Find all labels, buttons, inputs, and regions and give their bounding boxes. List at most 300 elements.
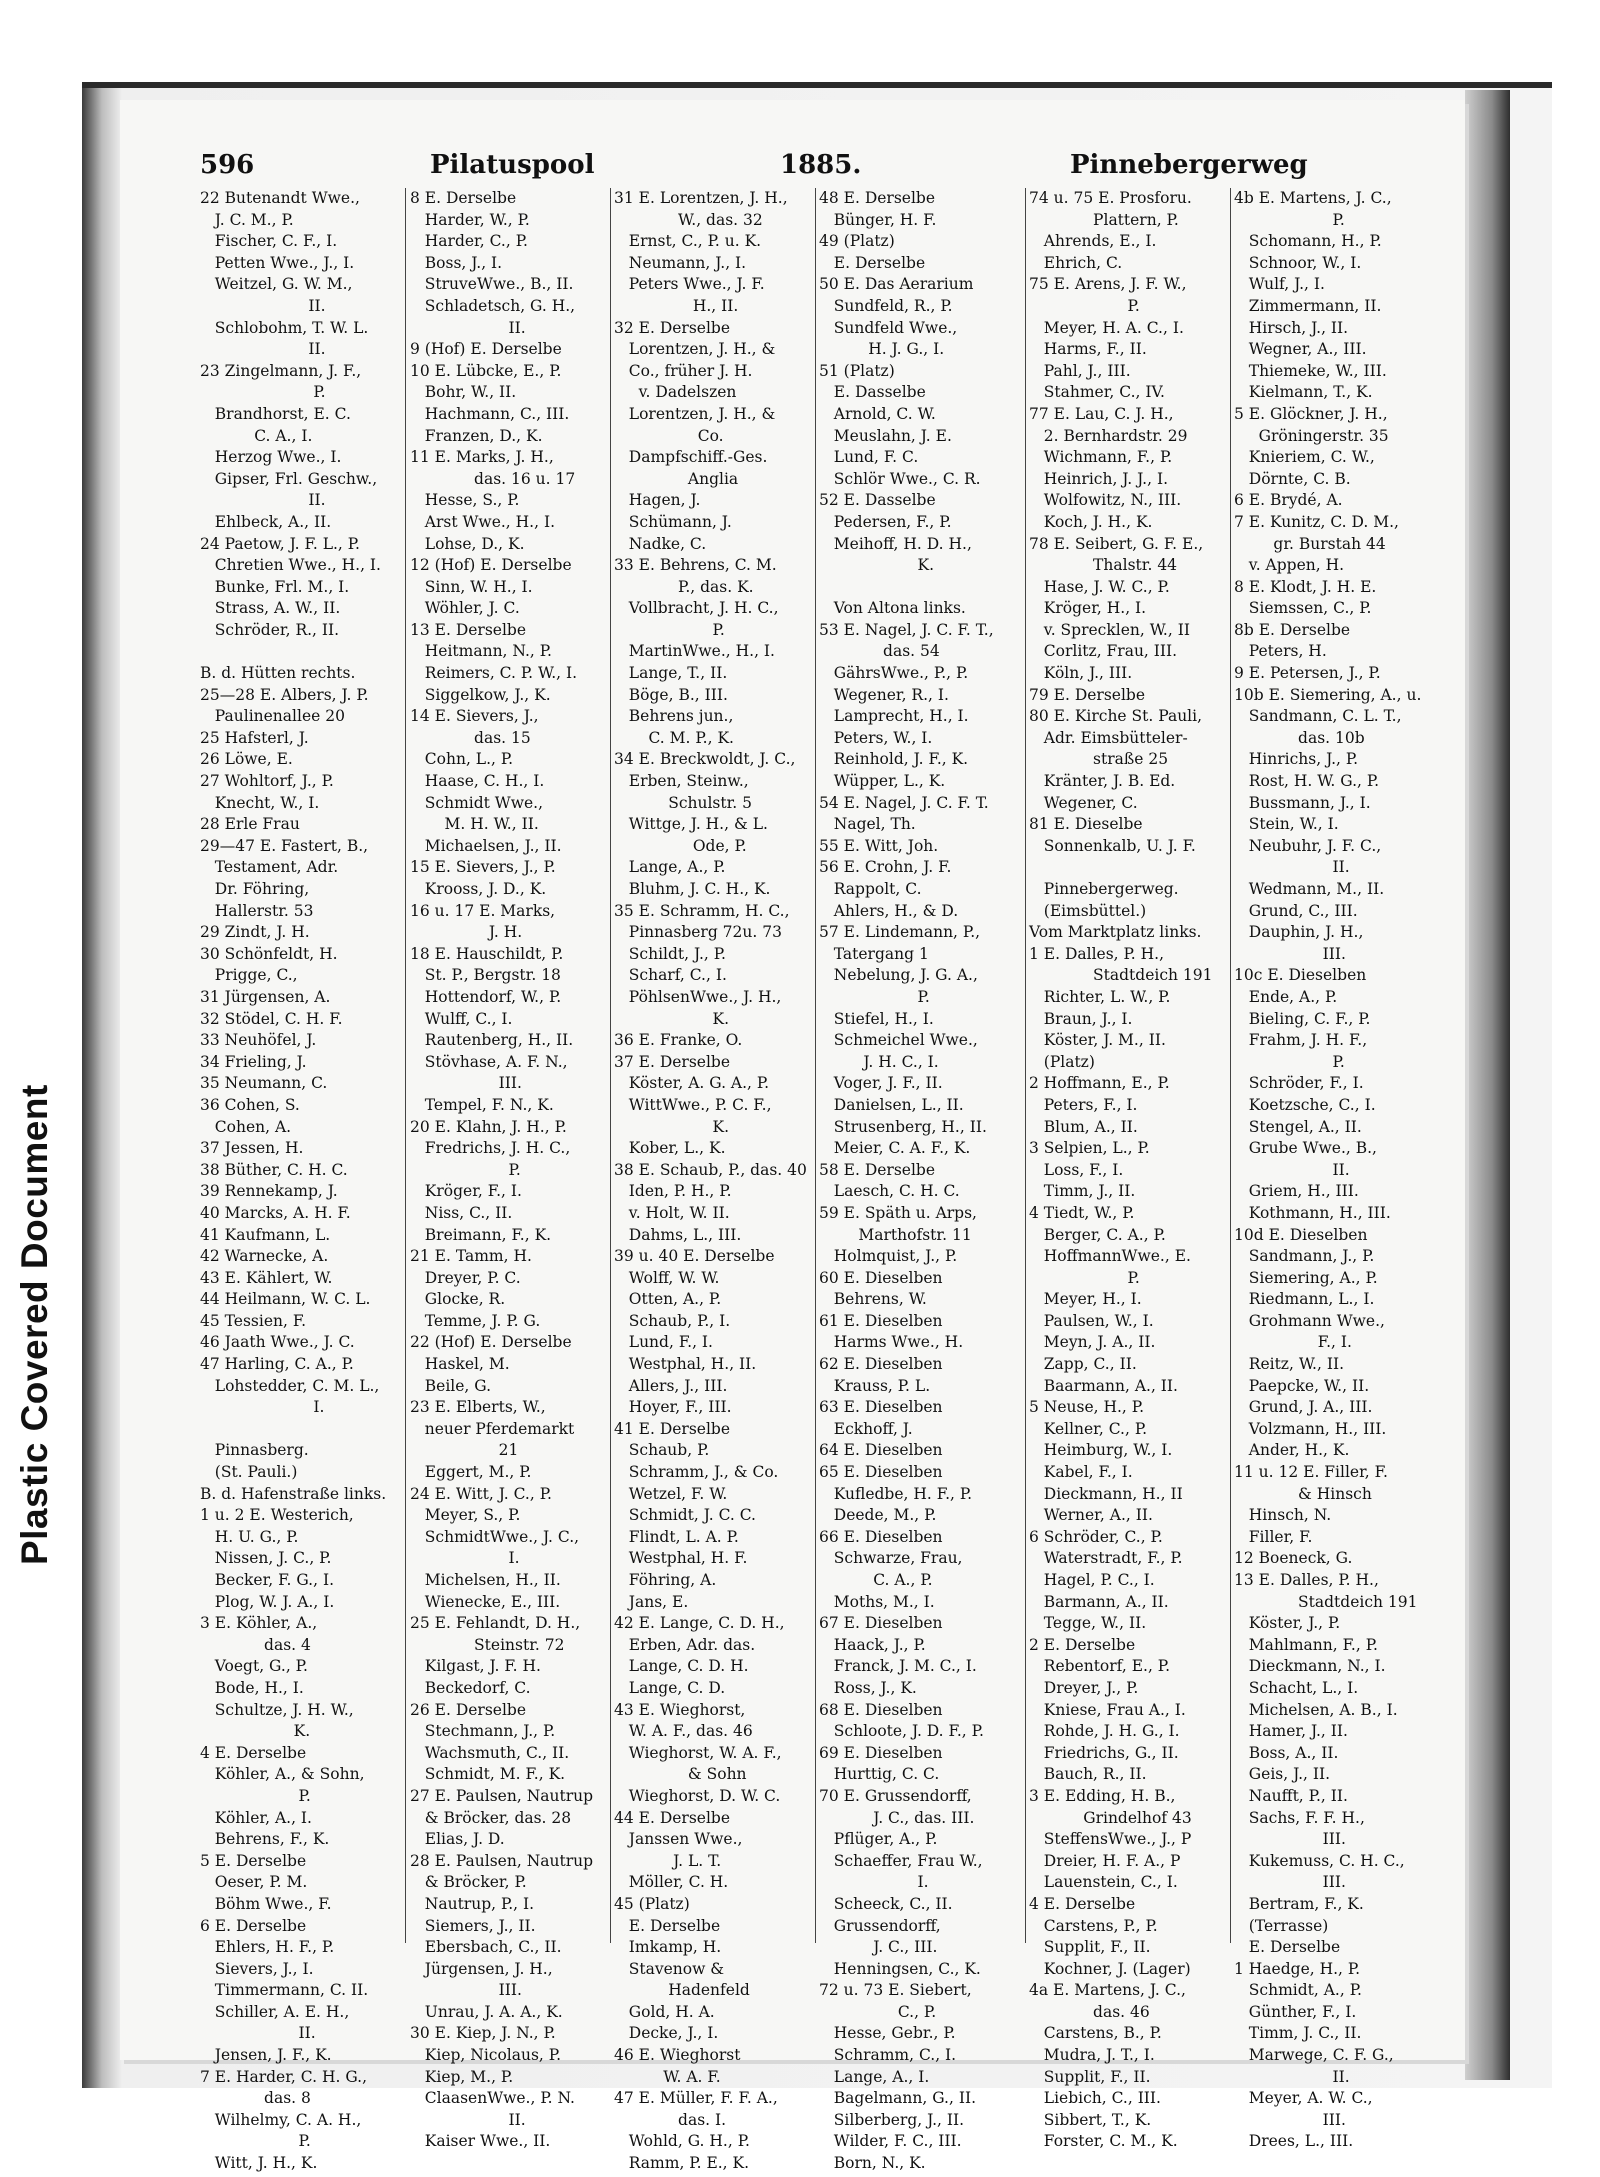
column-line: Wetzel, F. W. <box>614 1484 728 1503</box>
column-line: das. 46 <box>1029 2002 1150 2021</box>
column-line: Strusenberg, H., II. <box>819 1117 987 1136</box>
column-line: 30 E. Kiep, J. N., P. <box>410 2024 556 2043</box>
column-line: 7 E. Kunitz, C. D. M., <box>1234 512 1399 531</box>
column-line: Arnold, C. W. <box>819 404 936 423</box>
column-line: & Bröcker, das. 28 <box>410 1808 572 1827</box>
column-line: 9 E. Petersen, J., P. <box>1234 664 1381 683</box>
column-line: straße 25 <box>1029 750 1169 769</box>
column-line: Liebich, C., III. <box>1029 2089 1161 2108</box>
column-line: 57 E. Lindemann, P., <box>819 923 981 942</box>
column-line: Sinn, W. H., I. <box>410 577 533 596</box>
column-line: Temme, J. P. G. <box>410 1311 541 1330</box>
column-line: Kielmann, T., K. <box>1234 383 1373 402</box>
column-line: Schlör Wwe., C. R. <box>819 469 981 488</box>
column-line: F., I. <box>1234 1333 1352 1352</box>
column-line: Friedrichs, G., II. <box>1029 1743 1179 1762</box>
column-line: Reinhold, J. F., K. <box>819 750 969 769</box>
column-line: Danielsen, L., II. <box>819 1095 964 1114</box>
column-line: Scheeck, C., II. <box>819 1894 953 1913</box>
column-line: Schramm, C., I. <box>819 2046 957 2065</box>
column-divider <box>815 188 816 1943</box>
column-line: Ramm, P. E., K. <box>614 2154 750 2173</box>
column-line: Köster, A. G. A., P. <box>614 1074 770 1093</box>
column-line: Ende, A., P. <box>1234 987 1338 1006</box>
column-line: II. <box>200 491 326 510</box>
column-line: 36 Cohen, S. <box>200 1095 300 1114</box>
column-line: neuer Pferdemarkt <box>410 1419 575 1438</box>
column-line: 68 E. Dieselben <box>819 1700 943 1719</box>
column-line: Dauphin, J. H., <box>1234 923 1364 942</box>
column-line: Dampfschiff.-Ges. <box>614 448 768 467</box>
column-line: II. <box>1234 858 1350 877</box>
column-line: 14 E. Sievers, J., <box>410 707 539 726</box>
column-line: Lohstedder, C. M. L., <box>200 1376 380 1395</box>
column-line: III. <box>410 1074 522 1093</box>
column-line: P. <box>200 2132 311 2151</box>
column-line: 46 E. Wieghorst <box>614 2046 741 2065</box>
column-line: Franzen, D., K. <box>410 426 543 445</box>
column-line: Timmermann, C. II. <box>200 1981 369 2000</box>
column-line: 10d E. Dieselben <box>1234 1225 1368 1244</box>
column-line: Nadke, C. <box>614 534 707 553</box>
column-line: 24 E. Witt, J. C., P. <box>410 1484 552 1503</box>
column-line: P. <box>1234 210 1345 229</box>
column-line: Westphal, H., II. <box>614 1355 757 1374</box>
column-line: Boss, J., I. <box>410 253 503 272</box>
column-line: Herzog Wwe., I. <box>200 448 342 467</box>
column-line: Wolfowitz, N., III. <box>1029 491 1182 510</box>
column-line: 29 Zindt, J. H. <box>200 923 310 942</box>
column-line: J. C., III. <box>819 1938 938 1957</box>
left-street-heading: Pilatuspool <box>430 150 595 180</box>
column-line: Hottendorf, W., P. <box>410 987 562 1006</box>
column-line: III. <box>1234 2110 1346 2129</box>
column-line: C. A., P. <box>819 1571 933 1589</box>
column-line: Prigge, C., <box>200 966 298 985</box>
column-line: E. Dasselbe <box>819 383 926 402</box>
text-column-1 <box>200 188 400 2173</box>
column-line: Stechmann, J., P. <box>410 1722 556 1741</box>
column-line: 23 Zingelmann, J. F., <box>200 361 362 380</box>
column-line: Oeser, P. M. <box>200 1873 308 1892</box>
column-line: SchmidtWwe., J. C., <box>410 1527 580 1546</box>
column-line: Wichmann, F., P. <box>1029 448 1173 467</box>
column-line: W., das. 32 <box>614 210 763 229</box>
column-line: 10b E. Siemering, A., u. <box>1234 685 1422 704</box>
column-line: Plattern, P. <box>1029 210 1179 229</box>
column-line: Beckedorf, C. <box>410 1678 531 1697</box>
column-line: Schultze, J. H. W., <box>200 1700 354 1719</box>
column-line: 25 Hafsterl, J. <box>200 728 309 747</box>
text-column-6 <box>1234 188 1450 2151</box>
column-line: 3 E. Edding, H. B., <box>1029 1786 1176 1805</box>
column-line: Bluhm, J. C. H., K. <box>614 880 771 898</box>
column-line: Bussmann, J., I. <box>1234 793 1371 812</box>
column-line: Scharf, C., I. <box>614 966 727 985</box>
column-line: 63 E. Dieselben <box>819 1398 943 1417</box>
column-line: Wieghorst, W. A. F., <box>614 1743 782 1762</box>
column-line: H., II. <box>614 296 739 315</box>
column-line: Bünger, H. F. <box>819 210 937 229</box>
column-line: Hadenfeld <box>614 1981 750 2000</box>
column-line: Tempel, F. N., K. <box>410 1095 554 1114</box>
column-line: 25—28 E. Albers, J. P. <box>200 685 369 704</box>
column-line: Dreyer, P. C. <box>410 1268 521 1287</box>
column-line: 47 Harling, C. A., P. <box>200 1355 354 1374</box>
column-line: II. <box>410 2110 526 2129</box>
column-line: Frahm, J. H. F., <box>1234 1031 1368 1050</box>
column-line: Krauss, P. L. <box>819 1376 931 1395</box>
column-line: Haack, J., P. <box>819 1635 926 1654</box>
column-line: 37 E. Derselbe <box>614 1052 731 1071</box>
column-line: P. <box>200 383 326 402</box>
column-line: Thalstr. 44 <box>1029 556 1178 575</box>
column-line: 58 E. Derselbe <box>819 1160 936 1179</box>
column-line: Böge, B., III. <box>614 685 728 704</box>
column-line: J. H. <box>410 923 523 942</box>
column-line: ClaasenWwe., P. N. <box>410 2089 575 2108</box>
column-line: 34 E. Breckwoldt, J. C., <box>614 750 796 769</box>
column-line: P. <box>819 987 930 1006</box>
column-line: v. Dadelszen <box>614 383 737 402</box>
column-line: 20 E. Klahn, J. H., P. <box>410 1117 567 1136</box>
column-line: Supplit, F., II. <box>1029 1938 1151 1957</box>
column-line: 79 E. Derselbe <box>1029 685 1146 704</box>
column-line: Schloote, J. D. F., P. <box>819 1722 984 1741</box>
column-line: Köln, J., III. <box>1029 664 1133 683</box>
binding-edge <box>1465 90 1510 2080</box>
column-line: 36 E. Franke, O. <box>614 1031 743 1050</box>
column-line: 13 E. Derselbe <box>410 620 527 639</box>
column-line: 69 E. Dieselben <box>819 1743 943 1762</box>
column-line: Elias, J. D. <box>410 1830 505 1849</box>
column-line: Siemers, J., II. <box>410 1916 536 1935</box>
column-line: 33 Neuhöfel, J. <box>200 1031 317 1050</box>
column-line: Hurttig, C. C. <box>819 1765 940 1784</box>
column-line: Stein, W., I. <box>1234 815 1339 834</box>
column-line: Nagel, Th. <box>819 815 916 834</box>
column-line: Knecht, W., I. <box>200 793 320 812</box>
column-line: 29—47 E. Fastert, B., <box>200 836 369 855</box>
column-line: Schladetsch, G. H., <box>410 296 576 315</box>
column-line: 18 E. Hauschildt, P. <box>410 944 564 963</box>
column-line: P. <box>410 1160 521 1179</box>
column-line: Hachmann, C., III. <box>410 404 570 423</box>
column-line: W. A. F., das. 46 <box>614 1722 753 1741</box>
column-line: 31 E. Lorentzen, J. H., <box>614 189 788 207</box>
column-line: Schomann, H., P. <box>1234 232 1382 251</box>
column-line: Janssen Wwe., <box>614 1830 743 1849</box>
column-line: 66 E. Dieselben <box>819 1527 943 1546</box>
column-line: 8 E. Derselbe <box>410 189 517 207</box>
column-line: Kilgast, J. F. H. <box>410 1657 541 1676</box>
column-line: B. d. Hafenstraße links. <box>200 1484 387 1503</box>
column-line: E. Derselbe <box>614 1916 721 1935</box>
column-line: 51 (Platz) <box>819 361 895 380</box>
column-line: Hagel, P. C., I. <box>1029 1571 1155 1589</box>
column-line: das. 15 <box>410 728 531 747</box>
column-line: Lorentzen, J. H., & <box>614 404 776 423</box>
column-line: Kaiser Wwe., II. <box>410 2132 551 2151</box>
column-line: P. <box>1234 1052 1345 1071</box>
column-line: 26 E. Derselbe <box>410 1700 527 1719</box>
column-line: Marwege, C. F. G., <box>1234 2046 1394 2065</box>
column-line: I. <box>410 1549 520 1568</box>
column-line: Pinnasberg 72u. 73 <box>614 923 782 942</box>
column-line: 48 E. Derselbe <box>819 189 936 207</box>
column-line: Meuslahn, J. E. <box>819 426 952 445</box>
column-line: M. H. W., II. <box>410 815 539 834</box>
column-line: Jensen, J. F., K. <box>200 2046 332 2065</box>
column-line: das. 10b <box>1234 728 1365 747</box>
column-line: Dahms, L., III. <box>614 1225 742 1244</box>
column-line: Grohmann Wwe., <box>1234 1311 1385 1330</box>
column-line: 22 Butenandt Wwe., <box>200 189 360 207</box>
column-line: 59 E. Späth u. Arps, <box>819 1203 977 1222</box>
column-line: 22 (Hof) E. Derselbe <box>410 1333 572 1352</box>
column-line: Co. <box>614 426 724 445</box>
text-column-2 <box>410 188 608 2151</box>
column-line: Stadtdeich 191 <box>1234 1592 1418 1611</box>
column-line <box>200 641 400 663</box>
column-line: 61 E. Dieselben <box>819 1311 943 1330</box>
column-line: Meyn, J. A., II. <box>1029 1333 1156 1352</box>
column-line: Köhler, A., & Sohn, <box>200 1765 365 1784</box>
column-line: 1 u. 2 E. Westerich, <box>200 1506 354 1525</box>
column-line: Peters, H. <box>1234 642 1327 661</box>
column-line: 42 Warnecke, A. <box>200 1247 329 1266</box>
column-line: Bauch, R., II. <box>1029 1765 1147 1784</box>
column-line: Barmann, A., II. <box>1029 1592 1169 1611</box>
column-line: Baarmann, A., II. <box>1029 1376 1178 1395</box>
column-line: 54 E. Nagel, J. C. F. T. <box>819 793 989 812</box>
column-line: Dreyer, J., P. <box>1029 1678 1139 1697</box>
column-line: Strass, A. W., II. <box>200 599 341 618</box>
column-line: Lamprecht, H., I. <box>819 707 969 726</box>
column-line: 75 E. Arens, J. F. W., <box>1029 275 1187 294</box>
column-line: Schnoor, W., I. <box>1234 253 1362 272</box>
column-line: GährsWwe., P., P. <box>819 664 969 683</box>
column-line: Eggert, M., P. <box>410 1463 532 1482</box>
column-line: Kellner, C., P. <box>1029 1419 1148 1438</box>
column-line: Stavenow & <box>614 1959 725 1978</box>
column-line: Testament, Adr. <box>200 858 339 877</box>
text-column-3 <box>614 188 812 2173</box>
column-line: Dörnte, C. B. <box>1234 469 1351 488</box>
column-line: gr. Burstah 44 <box>1234 534 1386 553</box>
column-line: Waterstradt, F., P. <box>1029 1549 1183 1568</box>
column-line: 6 E. Derselbe <box>200 1916 307 1935</box>
column-line: Vom Marktplatz links. <box>1029 923 1202 942</box>
column-line: v. Appen, H. <box>1234 556 1345 575</box>
column-line: 16 u. 17 E. Marks, <box>410 901 556 920</box>
column-line: Grindelhof 43 <box>1029 1808 1192 1827</box>
column-line: Richter, L. W., P. <box>1029 987 1171 1006</box>
column-line: Wegner, A., III. <box>1234 340 1367 359</box>
column-line: 30 Schönfeldt, H. <box>200 944 338 963</box>
column-line: Schiller, A. E. H., <box>200 2002 350 2021</box>
column-line: Wilhelmy, C. A. H., <box>200 2110 362 2129</box>
column-line: III. <box>1234 944 1346 963</box>
column-line: Loss, F., I. <box>1029 1160 1124 1179</box>
column-line: Ahrends, E., I. <box>1029 232 1157 251</box>
column-line: 6 E. Brydé, A. <box>1234 491 1343 510</box>
column-line: Silberberg, J., II. <box>819 2110 965 2129</box>
column-line: Michaelsen, J., II. <box>410 836 562 855</box>
column-line: Schulstr. 5 <box>614 793 753 812</box>
column-line: Kröger, F., I. <box>410 1182 522 1201</box>
column-line: Hamer, J., II. <box>1234 1722 1348 1741</box>
column-line: MartinWwe., H., I. <box>614 642 775 661</box>
column-line: Fredrichs, J. H. C., <box>410 1139 571 1158</box>
column-line: 3 Selpien, L., P. <box>1029 1139 1150 1158</box>
column-line: Fischer, C. F., I. <box>200 232 338 251</box>
column-line: 2 Hoffmann, E., P. <box>1029 1074 1170 1093</box>
column-line: 53 E. Nagel, J. C. F. T., <box>819 620 994 639</box>
column-line: Kukemuss, C. H. C., <box>1234 1851 1405 1870</box>
column-line: Meihoff, H. D. H., <box>819 534 972 553</box>
column-divider <box>1025 188 1026 1943</box>
column-line: Volzmann, H., III. <box>1234 1419 1387 1438</box>
column-line: Schümann, J. <box>614 512 732 531</box>
column-line: Mahlmann, F., P. <box>1234 1635 1378 1654</box>
column-line: Griem, H., III. <box>1234 1182 1359 1201</box>
column-line: Kiep, Nicolaus, P. <box>410 2046 562 2065</box>
column-line: Schramm, J., & Co. <box>614 1463 779 1482</box>
column-line: 35 E. Schramm, H. C., <box>614 901 790 920</box>
column-line: Riedmann, L., I. <box>1234 1290 1375 1309</box>
column-line: Cohn, L., P. <box>410 750 514 769</box>
column-line: Wulff, C., I. <box>410 1009 513 1028</box>
column-line: WittWwe., P. C. F., <box>614 1095 772 1114</box>
column-line: Wachsmuth, C., II. <box>410 1743 570 1762</box>
column-line: Breimann, F., K. <box>410 1225 552 1244</box>
column-line: Lange, T., II. <box>614 664 728 683</box>
column-line: Kränter, J. B. Ed. <box>1029 772 1176 791</box>
column-line: H. J. G., I. <box>819 340 945 359</box>
column-divider <box>610 188 611 1943</box>
column-line: Lange, A., I. <box>819 2067 930 2086</box>
column-line: 78 E. Seibert, G. F. E., <box>1029 534 1204 553</box>
column-line: Kober, L., K. <box>614 1139 726 1158</box>
column-line: Bode, H., I. <box>200 1678 304 1697</box>
column-line: Wolff, W. W. <box>614 1268 720 1287</box>
column-line: 8b E. Derselbe <box>1234 620 1351 639</box>
column-line: Sundfeld, R., P. <box>819 296 953 315</box>
column-line: Krooss, J. D., K. <box>410 880 547 898</box>
column-line: C., P. <box>819 2002 937 2021</box>
column-line: Behrens jun., <box>614 707 734 726</box>
column-line: Hinrichs, J., P. <box>1234 750 1359 769</box>
column-line: K. <box>819 556 935 575</box>
column-line: Paulinenallee 20 <box>200 707 345 726</box>
column-line: Ander, H., K. <box>1234 1441 1350 1460</box>
column-line: v. Holt, W. II. <box>614 1203 730 1222</box>
column-line: Wienecke, E., III. <box>410 1592 561 1611</box>
column-line: Vollbracht, J. H. C., <box>614 599 779 618</box>
column-line: 50 E. Das Aerarium <box>819 275 974 294</box>
column-line: Kabel, F., I. <box>1029 1463 1133 1482</box>
column-line: 39 u. 40 E. Derselbe <box>614 1247 775 1266</box>
column-line: Carstens, B., P. <box>1029 2024 1162 2043</box>
column-line: Schaeffer, Frau W., <box>819 1851 983 1870</box>
column-line: HoffmannWwe., E. <box>1029 1247 1191 1266</box>
column-line: Meyer, H. A. C., I. <box>1029 318 1184 337</box>
column-line: 27 Wohltorf, J., P. <box>200 772 334 791</box>
column-line: Rohde, J. H. G., I. <box>1029 1722 1180 1741</box>
column-line: Schmidt Wwe., <box>410 793 544 812</box>
column-line: Carstens, P., P. <box>1029 1916 1158 1935</box>
column-line: Dreier, H. F. A., P <box>1029 1851 1181 1870</box>
column-line: Wieghorst, D. W. C. <box>614 1786 781 1805</box>
column-line: Lund, F. C. <box>819 448 919 467</box>
column-line: Böhm Wwe., F. <box>200 1894 332 1913</box>
text-column-5 <box>1029 188 1227 2151</box>
column-line: Sonnenkalb, U. J. F. <box>1029 836 1196 855</box>
column-line: 38 E. Schaub, P., das. 40 <box>614 1160 807 1179</box>
column-line: Sandmann, J., P. <box>1234 1247 1375 1266</box>
column-line: 7 E. Harder, C. H. G., <box>200 2067 367 2086</box>
column-line: Kochner, J. (Lager) <box>1029 1959 1191 1978</box>
column-line: Sibbert, T., K. <box>1029 2110 1152 2129</box>
column-line: Zapp, C., II. <box>1029 1355 1137 1374</box>
column-line: Siggelkow, J., K. <box>410 685 551 704</box>
column-line: Hinsch, N. <box>1234 1506 1332 1525</box>
column-line: Henningsen, C., K. <box>819 1959 981 1978</box>
column-line: 67 E. Dieselben <box>819 1614 943 1633</box>
column-line: Naufft, P., II. <box>1234 1786 1348 1805</box>
column-line: Plog, W. J. A., I. <box>200 1592 335 1611</box>
column-line: E. Derselbe <box>1234 1938 1341 1957</box>
column-line: Pedersen, F., P. <box>819 512 952 531</box>
column-line: & Bröcker, P. <box>410 1873 527 1892</box>
column-line: Meyer, A. W. C., <box>1234 2089 1373 2108</box>
column-line: Pinnasberg. <box>200 1441 309 1460</box>
column-line: Zimmermann, II. <box>1234 296 1382 315</box>
column-line: Grund, C., III. <box>1234 901 1358 920</box>
column-line: Kröger, H., I. <box>1029 599 1147 618</box>
column-line: Niss, C., II. <box>410 1203 513 1222</box>
column-line: III. <box>1234 1830 1346 1849</box>
column-line: Kothmann, H., III. <box>1234 1203 1391 1222</box>
column-line: Stahmer, C., IV. <box>1029 383 1165 402</box>
column-line: 52 E. Dasselbe <box>819 491 936 510</box>
column-line: Unrau, J. A. A., K. <box>410 2002 563 2021</box>
column-line: Weitzel, G. W. M., <box>200 275 353 294</box>
column-line: Hoyer, F., III. <box>614 1398 732 1417</box>
column-line: 1 E. Dalles, P. H., <box>1029 944 1165 963</box>
column-line: Koch, J. H., K. <box>1029 512 1153 531</box>
column-line: Lange, C. D. H. <box>614 1657 749 1676</box>
column-line: Grussendorff, <box>819 1916 941 1935</box>
column-line: Meyer, H., I. <box>1029 1290 1142 1309</box>
column-line: Schwarze, Frau, <box>819 1549 963 1568</box>
column-line: W. A. F. <box>614 2067 721 2086</box>
column-line: Nautrup, P., I. <box>410 1894 535 1913</box>
column-line: Anglia <box>614 469 739 488</box>
column-line: Meyer, S., P. <box>410 1506 521 1525</box>
column-line: (Platz) <box>1029 1052 1095 1071</box>
column-line: Decke, J., I. <box>614 2024 719 2043</box>
column-line: Hagen, J. <box>614 491 701 510</box>
column-line: Nissen, J. C., P. <box>200 1549 332 1568</box>
column-line: III. <box>1234 1873 1346 1892</box>
column-line: Imkamp, H. <box>614 1938 722 1957</box>
column-line: I. <box>200 1398 325 1417</box>
column-line: Jürgensen, J. H., <box>410 1959 553 1978</box>
column-line: 12 Boeneck, G. <box>1234 1549 1353 1568</box>
column-line: Timm, J. C., II. <box>1234 2024 1362 2043</box>
